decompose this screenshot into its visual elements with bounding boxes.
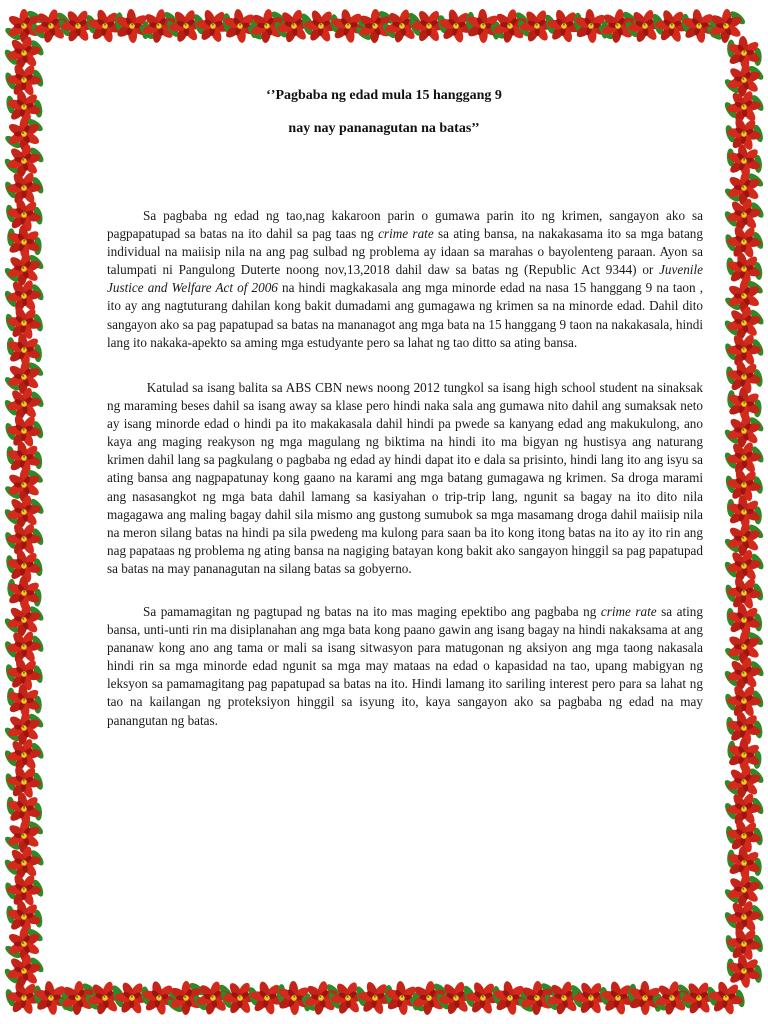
poinsettia-icon	[1, 708, 47, 748]
poinsettia-icon	[720, 410, 767, 452]
paragraph-3: Sa pamamagitan ng pagtupad ng batas na ito mas maging epektibo ang pagbaba ng crime rate sa ating bansa, unti-unti rin ma disiplanahan ang mga bata kong paano gawin ang isang bagay na hindi nakaksama at ang pananaw kong ano ang tama or mali sa isang sitwasyon para matugonan ng aksiyon ang mga taong nakasala hindi rin sa mga minorde edad ngunit sa mga may mataas na edad o kapasidad na tao, upang mabigyan ng leksyon sa pamamagitang pag papatupad sa batas na ito. Hindi lamang ito sariling interest pero para sa lahat ng tao na kailangan ng proteksiyon hinggil sa isyung ito, kaya sangayon ako sa pagbaba ng edad na may panangutan ng batas.	[107, 604, 703, 728]
poinsettia-icon	[723, 278, 765, 313]
document-title: ‘’Pagbaba ng edad mula 15 hanggang 9	[266, 88, 502, 103]
poinsettia-icon	[722, 629, 765, 666]
poinsettia-icon	[721, 870, 767, 910]
poinsettia-icon	[2, 357, 47, 396]
document-subtitle: nay nay pananagutan na batas’’	[288, 121, 480, 136]
paragraph-1: Sa pagbaba ng edad ng tao,nag kakaroon parin o gumawa parin ito ng krimen, sangayon ako sa pagpapatupad sa batas na ito dahil sa pag taas ng crime rate sa ating bansa, na nakakasama ito sa mga batang individual na maiisip nila na ang pag sulbad ng problema ay idaan sa marahas o bayolenteng paraan. Ayon sa talumpati ni Pangulong Duterte noong nov,13,2018 dahil daw sa batas ng (Republic Act 9344) or Juvenile Justice and Welfare Act of 2006 na hindi magkakasala ang mga minorde edad na nasa 15 hanggang 9 na taon , ito ay ang nagtuturang dahilan kong bakit dumadami ang gumagawa ng krimen sa na minorde edad. Dahil dito sangayon ako sa pag papatupad sa batas na mananagot ang mga bata na 15 hanggang 9 taon na nakakasala, hindi lang ito nakaka-apekto sa aming mga estudyante pero sa lahat ng tao ditto sa ating bansa.	[107, 208, 704, 350]
poinsettia-icon	[722, 169, 766, 207]
paragraph-2: Katulad sa isang balita sa ABS CBN news noong 2012 tungkol sa isang high school student na sinaksak ng maraming beses dahil sa isang away sa klase pero hindi naka sala ang gumawa nito dahil ang sumaksak neto ay isang minorde edad o hindi pa ito makakasala dahil hindi pa pwede sa kanyang edad ang makukulong, ano kaya ang maging reakyson ng mga magulang ng biktima na hindi ito ma bigyan ng hustisya ang naturang krimen dahil lang sa pagkulang o pagbaba ng edad ay hindi dapat ito e dala sa prisinto, hindi lang ito ang isyu sa ating bansa ang nagpapatunay kong gaano na karami ang mga batang gumagawa ng krimen. Sa droga marami ang nasasangkot ng mga bata dahil lamang sa kasiyahan o trip-trip lang, ngunit sa bagay na ito dito nila magagawa ang maling bagay dahil sila mismo ang gustong sumubok sa mga masamang droga dahil maiisip nila na meron silang batas na hindi pa sila pwedeng ma kulong para saan ba ito kong itong batas na ito ay ito rin ang nag papataas ng problema ng ating bansa na nagiging batayan kong bakit ako sangayon hinggil sa pag papatupad sa batas na may pananagutan na silang batas sa gobyerno.	[107, 380, 703, 576]
poinsettia-icon	[3, 927, 44, 961]
poinsettia-icon	[1, 248, 48, 289]
poinsettia-icon	[3, 467, 46, 503]
poinsettia-icon	[721, 519, 766, 558]
poinsettia-icon	[2, 817, 46, 854]
